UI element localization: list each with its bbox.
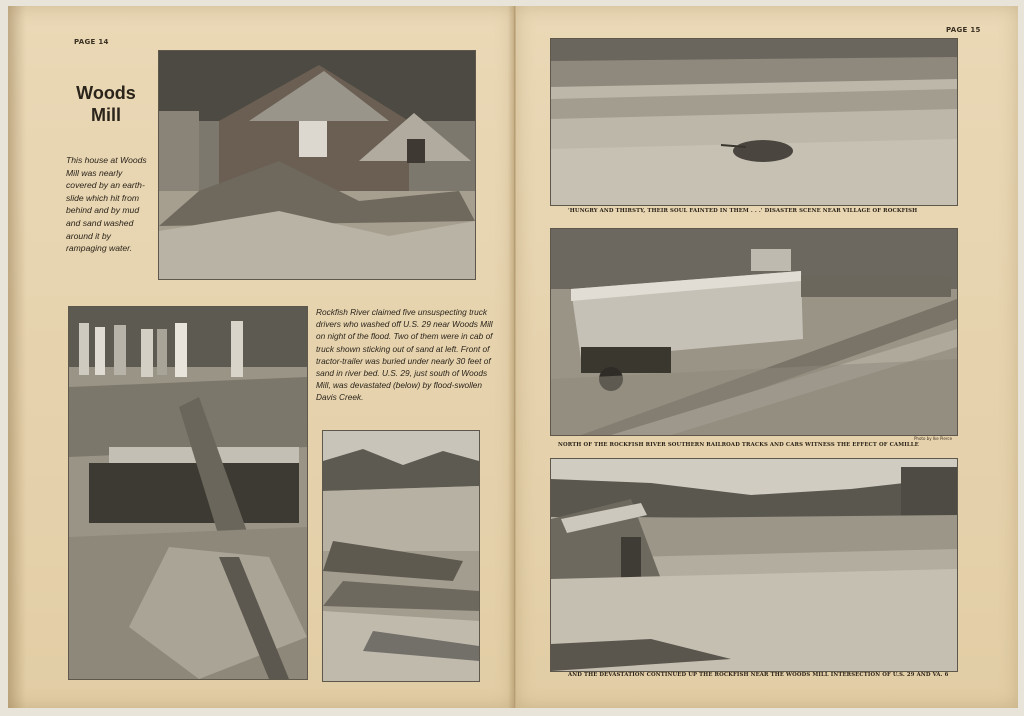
right-page — [516, 6, 1018, 708]
photo-buried-house — [158, 50, 476, 280]
left-page — [8, 6, 515, 708]
photo-railroad-cars — [550, 228, 958, 436]
caption-bottom-photo: AND THE DEVASTATION CONTINUED UP THE ROCKFISH NEAR THE WOODS MILL INTERSECTION OF U.S. 29 AND VA. 6 — [568, 672, 949, 678]
page-edge-shadow — [8, 6, 26, 708]
caption-middle-photo: NORTH OF THE ROCKFISH RIVER SOUTHERN RAILROAD TRACKS AND CARS WITNESS THE EFFECT OF CAMILLE — [558, 442, 919, 448]
house-caption: This house at Woods Mill was nearly covered by an earth-slide which hit from behind and by mud and sand washed around it by rampaging water. — [66, 155, 147, 254]
page-number-right: PAGE 15 — [946, 26, 981, 34]
caption-top-photo: 'HUNGRY AND THIRSTY, THEIR SOUL FAINTED IN THEM . . .' DISASTER SCENE NEAR VILLAGE OF ROCKFISH — [568, 208, 918, 214]
photo-devastated-highway — [322, 430, 480, 682]
headline: Woods Mill — [76, 83, 136, 125]
photo-men-at-riverbed — [68, 306, 308, 680]
photo-disaster-near-rockfish — [550, 38, 958, 206]
rockfish-river-text: Rockfish River claimed five unsuspecting truck drivers who washed off U.S. 29 near Woods Mill on night of the flood. Two of them were in cab of truck shown sticking out of sand at left. Front of tractor-trailer was buried under nearly 30 feet of sand in river bed. U.S. 29, just south of Woods Mill, was devastated (below) by flood-swollen Davis Creek. — [316, 307, 493, 403]
photo-credit: Photo by Ike Pierce — [914, 436, 953, 441]
photo-rockfish-devastation — [550, 458, 958, 672]
newspaper-spread — [8, 6, 1018, 708]
page-number-left: PAGE 14 — [74, 38, 109, 46]
